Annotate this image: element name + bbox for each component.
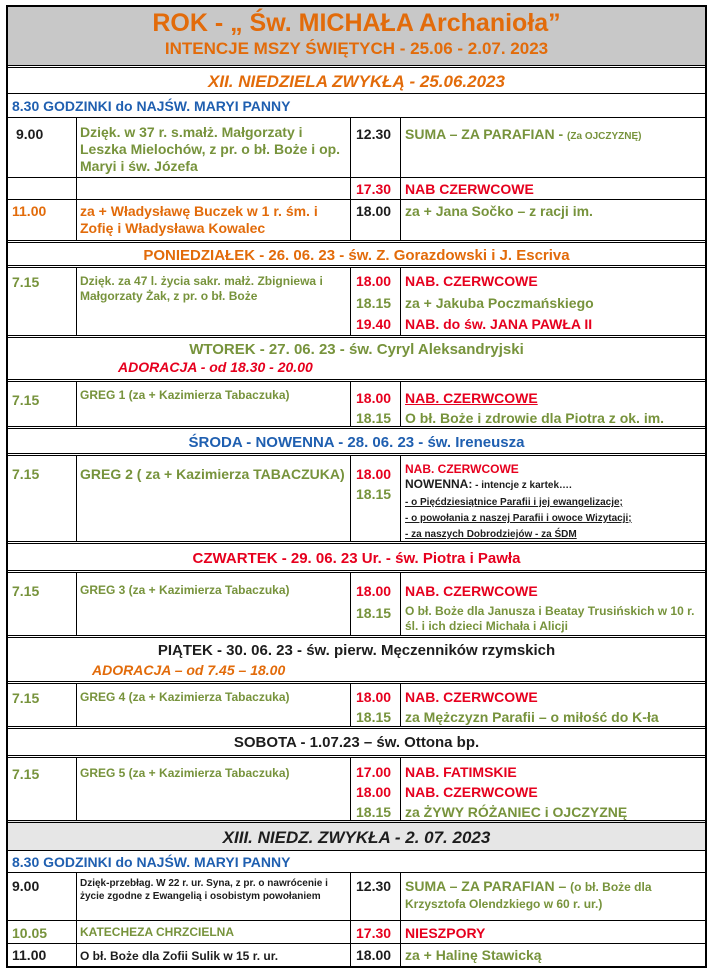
mass-row <box>8 117 705 177</box>
mass-time: 18.15 <box>356 804 392 820</box>
mass-time: 7.15 <box>12 466 40 482</box>
day-title: WTOREK - 27. 06. 23 - św. Cyryl Aleksandryjski <box>189 341 524 358</box>
mass-time: 18.00 <box>356 784 392 800</box>
schedule-sheet <box>6 5 707 968</box>
day-title: XII. NIEDZIELA ZWYKŁĄ - 25.06.2023 <box>208 72 505 91</box>
mass-time: 17.00 <box>356 764 392 780</box>
mass-intention: za ŻYWY RÓŻANIEC i OJCZYZNĘ <box>405 804 628 820</box>
day-header-friday <box>8 635 705 660</box>
mass-row <box>8 920 705 943</box>
mass-intention: GREG 3 (za + Kazimierza Tabaczuka) <box>80 583 290 597</box>
mass-time: 7.15 <box>12 392 40 408</box>
mass-intention: O bł. Boże i zdrowie dla Piotra z ok. im. <box>405 410 665 426</box>
novena-line: - za naszych Dobrodziejów - za ŚDM <box>405 529 577 540</box>
mass-time: 7.15 <box>12 690 40 706</box>
mass-time: 18.00 <box>356 203 392 219</box>
mass-row <box>8 943 705 966</box>
mass-intention: GREG 4 (za + Kazimierza Tabaczuka) <box>80 690 290 704</box>
mass-intention: za + Jakuba Poczmańskiego <box>405 295 594 311</box>
mass-row <box>8 681 705 726</box>
day-title: CZWARTEK - 29. 06. 23 Ur. - św. Piotra i Pawła <box>192 550 521 567</box>
header <box>8 7 705 65</box>
mass-time: 18.15 <box>356 486 392 502</box>
adoration-row <box>8 660 705 681</box>
mass-intention: GREG 1 (za + Kazimierza Tabaczuka) <box>80 388 290 402</box>
novena-line: - o Pięćdziesiątnice Parafii i jej ewangelizacje; <box>405 497 623 508</box>
mass-time: 7.15 <box>12 583 40 599</box>
godzinki-text: 8.30 GODZINKI do NAJŚW. MARYI PANNY <box>12 98 291 114</box>
day-title: ŚRODA - NOWENNA - 28. 06. 23 - św. Ireneusza <box>188 434 525 451</box>
day-header-thursday <box>8 541 705 570</box>
day-header-saturday <box>8 726 705 755</box>
mass-time: 9.00 <box>16 126 44 142</box>
mass-intention: za + Jana Sočko – z racji im. <box>405 203 593 219</box>
mass-time: 18.15 <box>356 709 392 725</box>
mass-intention: NAB. CZERWCOWE <box>405 390 538 406</box>
mass-time: 18.00 <box>356 273 392 289</box>
mass-time: 17.30 <box>356 181 392 197</box>
mass-intention: NAB. CZERWCOWE <box>405 583 538 599</box>
mass-row <box>8 755 705 820</box>
mass-intention: NAB. FATIMSKIE <box>405 764 517 780</box>
mass-time: 17.30 <box>356 925 392 941</box>
mass-row <box>8 570 705 635</box>
day-header-wednesday <box>8 426 705 453</box>
day-header-sunday2 <box>8 820 705 850</box>
mass-time: 12.30 <box>356 126 392 142</box>
day-header-sunday1 <box>8 65 705 93</box>
day-title: XIII. NIEDZ. ZWYKŁA - 2. 07. 2023 <box>222 828 491 847</box>
mass-intention: Dzięk. w 37 r. s.małż. Małgorzaty i Leszka Mielochów, z pr. o bł. Boże i op. Maryi i św. Józefa <box>80 124 341 174</box>
mass-row <box>8 199 705 240</box>
mass-intention: NAB. CZERWCOWE <box>405 689 538 705</box>
day-title: PONIEDZIAŁEK - 26. 06. 23 - św. Z. Gorazdowski i J. Escriva <box>143 247 570 264</box>
mass-time: 18.15 <box>356 410 392 426</box>
mass-intention: za + Halinę Stawicką <box>405 947 542 963</box>
mass-intention: Dzięk. za 47 l. życia sakr. małż. Zbigniewa i Małgorzaty Żak, z pr. o bł. Boże <box>80 274 323 303</box>
adoration-text: ADORACJA – od 7.45 – 18.00 <box>92 662 286 678</box>
day-title: PIĄTEK - 30. 06. 23 - św. pierw. Męczenników rzymskich <box>157 642 556 659</box>
mass-intention: O bł. Boże dla Janusza i Beatay Trusińskich w 10 r. śl. i ich dzieci Michała i Alicji <box>405 604 695 633</box>
mass-time: 11.00 <box>12 203 47 219</box>
mass-intention: GREG 2 ( za + Kazimierza TABACZUKA) <box>80 466 345 482</box>
header-subtitle: INTENCJE MSZY ŚWIĘTYCH - 25.06 - 2.07. 2023 <box>164 39 549 58</box>
mass-time: 18.00 <box>356 583 392 599</box>
novena-line: - o powołania z naszej Parafii i owoce Wizytacji; <box>405 513 632 524</box>
mass-intention: NAB. CZERWCOWE <box>405 273 538 289</box>
day-title: SOBOTA - 1.07.23 – św. Ottona bp. <box>233 734 480 751</box>
mass-time: 7.15 <box>12 274 40 290</box>
mass-row <box>8 379 705 426</box>
mass-time: 7.15 <box>12 766 40 782</box>
godzinki-row <box>8 850 705 872</box>
mass-time: 12.30 <box>356 878 392 894</box>
mass-row <box>8 177 705 199</box>
day-header-tuesday <box>8 335 705 357</box>
mass-time: 11.00 <box>12 947 47 963</box>
mass-time: 18.00 <box>356 466 392 482</box>
mass-time: 9.00 <box>12 878 40 894</box>
novena-line: NAB. CZERWCOWE <box>405 462 519 476</box>
godzinki-row <box>8 93 705 117</box>
adoration-row <box>8 357 705 379</box>
mass-time: 19.40 <box>356 316 392 332</box>
mass-time: 18.00 <box>356 390 392 406</box>
mass-intention: za Mężczyzn Parafii – o miłość do K-ła <box>405 709 659 725</box>
day-header-monday <box>8 240 705 265</box>
mass-intention: NAB CZERWCOWE <box>405 181 534 197</box>
novena-line: NOWENNA: - intencje z kartek…. <box>405 477 572 491</box>
mass-row <box>8 872 705 920</box>
mass-time: 18.00 <box>356 947 392 963</box>
mass-row <box>8 453 705 541</box>
mass-time: 18.15 <box>356 295 392 311</box>
mass-row <box>8 265 705 335</box>
mass-intention: NAB. do św. JANA PAWŁA II <box>405 316 593 332</box>
godzinki-text: 8.30 GODZINKI do NAJŚW. MARYI PANNY <box>12 854 291 870</box>
mass-intention: NIESZPORY <box>405 925 486 941</box>
mass-intention: KATECHEZA CHRZCIELNA <box>80 925 234 939</box>
mass-intention: SUMA – ZA PARAFIAN - (Za OJCZYZNĘ) <box>405 126 642 142</box>
mass-time: 18.00 <box>356 689 392 705</box>
mass-time: 18.15 <box>356 605 392 621</box>
mass-intention: NAB. CZERWCOWE <box>405 784 538 800</box>
mass-intention: za + Władysławę Buczek w 1 r. śm. i Zofię i Władysława Kowalec <box>80 203 318 236</box>
mass-intention: Dzięk-przebłag. W 22 r. ur. Syna, z pr. o nawrócenie i życie zgodne z Ewangelią i osobistym powołaniem <box>80 878 328 902</box>
mass-time: 10.05 <box>12 925 48 941</box>
mass-intention: GREG 5 (za + Kazimierza Tabaczuka) <box>80 766 290 780</box>
header-title: ROK - „ Św. MICHAŁA Archanioła” <box>152 9 561 37</box>
mass-intention: SUMA – ZA PARAFIAN – (o bł. Boże dla Krzysztofa Olendzkiego w 60 r. ur.) <box>405 878 652 911</box>
adoration-text: ADORACJA - od 18.30 - 20.00 <box>118 359 313 375</box>
mass-intention: O bł. Boże dla Zofii Sulik w 15 r. ur. <box>80 949 279 963</box>
